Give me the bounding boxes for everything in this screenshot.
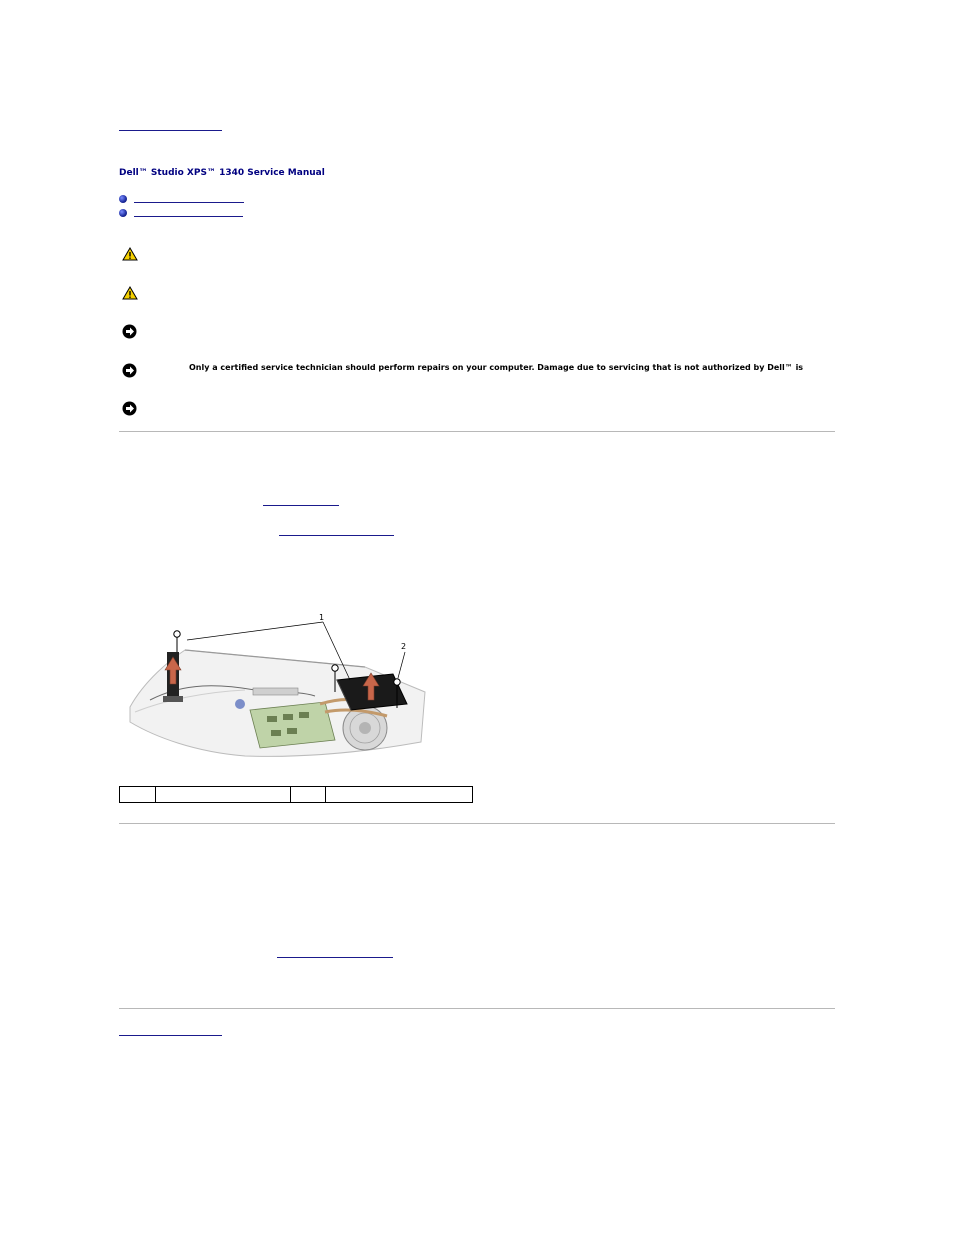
nav-link-replacing[interactable] — [134, 216, 243, 217]
back-to-contents-link-bottom[interactable] — [119, 1035, 222, 1036]
nav-link-removing[interactable] — [134, 202, 244, 203]
back-to-contents-link-top[interactable] — [119, 130, 222, 131]
table-cell — [120, 787, 156, 803]
notice-text: Only a certified service technician should perform repairs on your computer. Damage due to servicing that is not authorized by Dell™ is — [189, 363, 804, 372]
manual-title: Dell™ Studio XPS™ 1340 Service Manual — [119, 168, 325, 178]
nav-bullet-icon — [119, 209, 127, 217]
callout-legend-table — [119, 786, 473, 803]
callout-label-1: 1 — [319, 613, 325, 622]
table-cell — [326, 787, 473, 803]
nav-bullet-icon — [119, 195, 127, 203]
warning-triangle-icon — [122, 247, 138, 261]
notice-arrow-icon — [122, 363, 137, 378]
section-divider — [119, 1008, 835, 1009]
callout-label-2: 2 — [401, 642, 407, 651]
section-divider — [119, 823, 835, 824]
warning-triangle-icon — [122, 286, 138, 300]
notice-arrow-icon — [122, 401, 137, 416]
procedure-link[interactable] — [279, 535, 394, 536]
table-row — [120, 787, 473, 803]
procedure-link[interactable] — [277, 957, 393, 958]
section-divider — [119, 431, 835, 432]
notice-arrow-icon — [122, 324, 137, 339]
table-cell — [291, 787, 326, 803]
heatsink-removal-illustration — [125, 612, 435, 760]
procedure-link[interactable] — [263, 505, 339, 506]
table-cell — [156, 787, 291, 803]
